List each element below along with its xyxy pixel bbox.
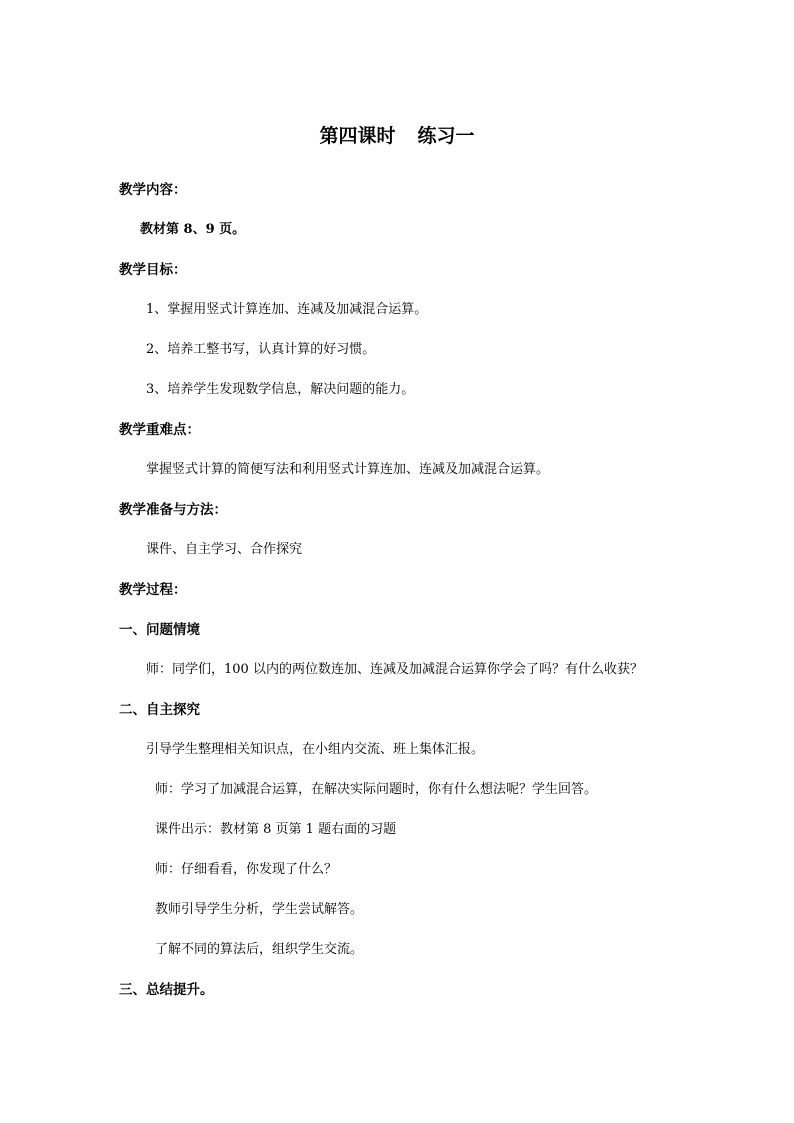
prep-text: 课件、自主学习、合作探究 xyxy=(146,542,303,557)
process-heading: 教学过程： xyxy=(119,582,187,598)
title-lesson: 第四课时 xyxy=(319,125,396,147)
content-text: 教材第 8、9 页。 xyxy=(140,222,246,237)
section2-line: 引导学生整理相关知识点，在小组内交流、班上集体汇报。 xyxy=(146,742,485,757)
section1-text: 师：同学们，100 以内的两位数连加、连减及加减混合运算你学会了吗？有什么收获？ xyxy=(146,662,643,677)
prep-heading: 教学准备与方法： xyxy=(119,502,227,518)
section2-heading: 二、自主探究 xyxy=(119,702,200,718)
objective-item: 2、培养工整书写，认真计算的好习惯。 xyxy=(146,342,376,357)
content-heading: 教学内容： xyxy=(119,182,187,198)
objectives-heading: 教学目标： xyxy=(119,262,187,278)
objective-item: 1、掌握用竖式计算连加、连减及加减混合运算。 xyxy=(146,302,428,317)
section2-line: 师：仔细看看，你发现了什么？ xyxy=(155,862,338,877)
title-exercise: 练习一 xyxy=(417,125,475,147)
section2-line: 教师引导学生分析，学生尝试解答。 xyxy=(155,902,364,917)
section2-line: 课件出示：教材第 8 页第 1 题右面的习题 xyxy=(155,822,397,837)
objective-item: 3、培养学生发现数学信息，解决问题的能力。 xyxy=(146,382,415,397)
key-points-heading: 教学重难点： xyxy=(119,422,200,438)
section3-heading: 三、总结提升。 xyxy=(119,982,214,998)
section2-line: 了解不同的算法后，组织学生交流。 xyxy=(155,942,364,957)
section2-line: 师：学习了加减混合运算，在解决实际问题时，你有什么想法呢？学生回答。 xyxy=(155,782,598,797)
section1-heading: 一、问题情境 xyxy=(119,622,200,638)
key-points-text: 掌握竖式计算的简便写法和利用竖式计算连加、连减及加减混合运算。 xyxy=(146,462,550,477)
page-title xyxy=(0,124,794,148)
